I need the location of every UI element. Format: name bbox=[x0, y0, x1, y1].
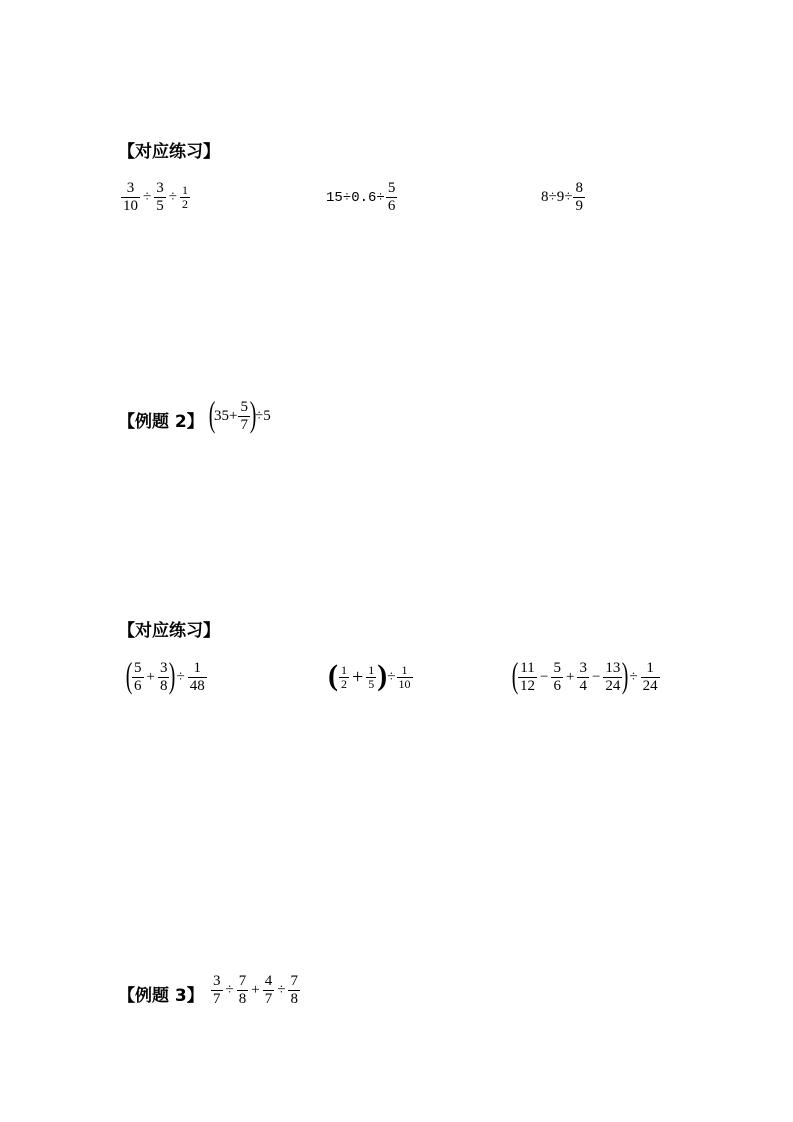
fraction: $\frac{13}{24}$ bbox=[605, 659, 621, 694]
example-3-expression: $\frac{3}{7}$ ÷ $\frac{7}{8}$ + $\frac{4}{7}$ ÷ $\frac{7}{8}$ bbox=[213, 973, 298, 1007]
practice-2-problem-1: ( $\frac{5}{6}$ + $\frac{3}{8}$ ) ÷ $\frac{1}{48}$ bbox=[125, 655, 205, 695]
fraction: $\frac{3}{8}$ bbox=[159, 659, 168, 694]
practice-1-problem-1: $\frac{3}{10}$ ÷ $\frac{3}{5}$ ÷ $\frac{1}{2}$ bbox=[123, 180, 188, 214]
fraction: $\frac{5}{7}$ bbox=[240, 398, 248, 433]
fraction: $\frac{1}{2}$ bbox=[181, 183, 188, 211]
fraction: $\frac{7}{8}$ bbox=[290, 973, 298, 1007]
fraction: $\frac{3}{10}$ bbox=[123, 180, 138, 214]
fraction: $\frac{1}{48}$ bbox=[189, 659, 205, 694]
fraction: $\frac{8}{9}$ bbox=[575, 180, 583, 214]
practice-heading-2: 【对应练习】 bbox=[118, 621, 220, 641]
example-2-expression: ( 35+ $\frac{5}{7}$ ) ÷5 bbox=[208, 394, 271, 434]
fraction: $\frac{5}{6}$ bbox=[387, 180, 396, 214]
example-2-label: 【例题 2】 bbox=[118, 412, 204, 432]
fraction: $\frac{1}{2}$ bbox=[341, 662, 347, 691]
practice-heading-1: 【对应练习】 bbox=[118, 142, 220, 162]
fraction: $\frac{3}{7}$ bbox=[213, 973, 221, 1007]
fraction: $\frac{1}{5}$ bbox=[368, 662, 375, 691]
fraction: $\frac{11}{12}$ bbox=[520, 659, 535, 694]
fraction: $\frac{5}{6}$ bbox=[134, 659, 142, 694]
example-3-label: 【例题 3】 bbox=[118, 986, 204, 1006]
fraction: $\frac{3}{4}$ bbox=[579, 659, 587, 694]
practice-1-problem-3: 8÷9÷ $\frac{8}{9}$ bbox=[541, 180, 583, 214]
fraction: $\frac{5}{6}$ bbox=[553, 659, 561, 694]
fraction: $\frac{1}{10}$ bbox=[398, 662, 411, 691]
practice-1-problem-2: 15÷0.6÷ $\frac{5}{6}$ bbox=[326, 180, 396, 214]
practice-2-problem-2: ( $\frac{1}{2}$ + $\frac{1}{5}$ ) ÷ $\frac{1}{10}$ bbox=[328, 659, 411, 692]
fraction: $\frac{4}{7}$ bbox=[264, 973, 273, 1007]
practice-2-problem-3: ( $\frac{11}{12}$ − $\frac{5}{6}$ + $\frac{3}{4}$ − $\frac{13}{24}$ ) ÷ $\frac{1}{24}$ bbox=[511, 655, 658, 695]
fraction: $\frac{1}{24}$ bbox=[642, 659, 658, 694]
fraction: $\frac{7}{8}$ bbox=[238, 973, 247, 1007]
fraction: $\frac{3}{5}$ bbox=[156, 180, 164, 214]
